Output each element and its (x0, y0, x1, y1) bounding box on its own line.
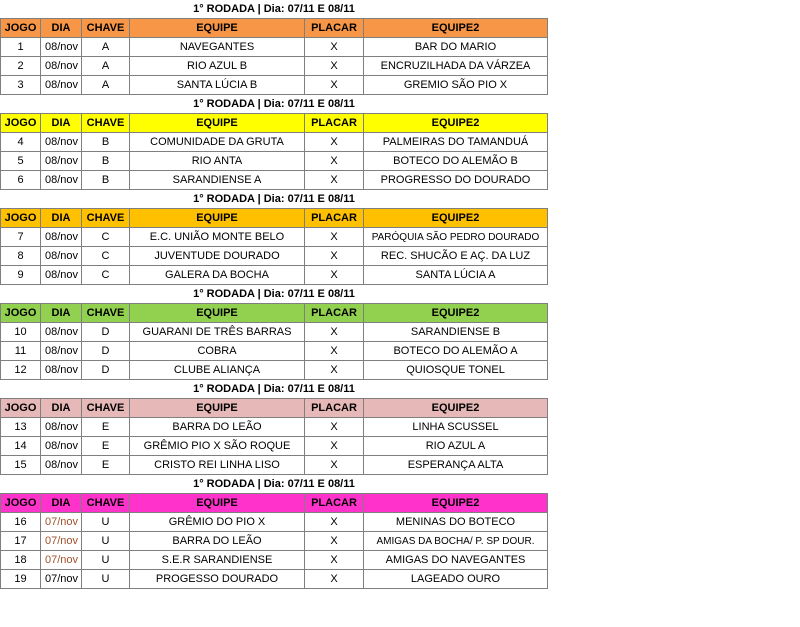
equipe2-cell[interactable]: RIO AZUL A (364, 437, 548, 456)
jogo-cell[interactable]: 1 (0, 38, 41, 57)
jogo-cell[interactable]: 19 (0, 570, 41, 589)
placar-cell[interactable]: X (305, 456, 364, 475)
placar-cell[interactable]: X (305, 437, 364, 456)
equipe-cell[interactable]: JUVENTUDE DOURADO (130, 247, 305, 266)
round-block (0, 95, 548, 190)
table-row (0, 551, 548, 570)
jogo-cell[interactable]: 4 (0, 133, 41, 152)
jogo-cell[interactable]: 16 (0, 513, 41, 532)
column-header[interactable]: DIA (41, 494, 82, 513)
header-row (0, 494, 548, 513)
round-block (0, 380, 548, 475)
chave-cell[interactable]: E (82, 418, 130, 437)
equipe-cell[interactable]: CLUBE ALIANÇA (130, 361, 305, 380)
dia-cell[interactable]: 08/nov (41, 76, 82, 95)
jogo-cell[interactable]: 7 (0, 228, 41, 247)
dia-cell[interactable]: 08/nov (41, 361, 82, 380)
placar-cell[interactable]: X (305, 152, 364, 171)
dia-cell[interactable]: 08/nov (41, 323, 82, 342)
dia-cell[interactable]: 08/nov (41, 418, 82, 437)
placar-cell[interactable]: X (305, 76, 364, 95)
header-row (0, 19, 548, 38)
column-header[interactable]: DIA (41, 209, 82, 228)
chave-cell[interactable]: D (82, 323, 130, 342)
column-header[interactable]: EQUIPE (130, 114, 305, 133)
placar-cell[interactable]: X (305, 418, 364, 437)
placar-cell[interactable]: X (305, 57, 364, 76)
chave-cell[interactable]: B (82, 152, 130, 171)
equipe2-cell[interactable]: BOTECO DO ALEMÃO B (364, 152, 548, 171)
jogo-cell[interactable]: 12 (0, 361, 41, 380)
chave-cell[interactable]: U (82, 513, 130, 532)
equipe2-cell[interactable]: SANTA LÚCIA A (364, 266, 548, 285)
round-block (0, 475, 548, 589)
chave-cell[interactable]: U (82, 551, 130, 570)
chave-cell[interactable]: B (82, 171, 130, 190)
column-header[interactable]: EQUIPE (130, 399, 305, 418)
column-header[interactable]: EQUIPE (130, 19, 305, 38)
table-row (0, 418, 548, 437)
jogo-cell[interactable]: 11 (0, 342, 41, 361)
jogo-cell[interactable]: 13 (0, 418, 41, 437)
column-header[interactable]: EQUIPE2 (364, 114, 548, 133)
table-row (0, 361, 548, 380)
jogo-cell[interactable]: 18 (0, 551, 41, 570)
placar-cell[interactable]: X (305, 133, 364, 152)
dia-cell[interactable]: 07/nov (41, 532, 82, 551)
block-title[interactable]: 1° RODADA | Dia: 07/11 E 08/11 (0, 95, 548, 114)
dia-cell[interactable]: 08/nov (41, 38, 82, 57)
header-row (0, 304, 548, 323)
block-title[interactable]: 1° RODADA | Dia: 07/11 E 08/11 (0, 475, 548, 494)
chave-cell[interactable]: C (82, 228, 130, 247)
equipe-cell[interactable]: NAVEGANTES (130, 38, 305, 57)
dia-cell[interactable]: 08/nov (41, 171, 82, 190)
column-header[interactable]: CHAVE (82, 494, 130, 513)
table-row (0, 266, 548, 285)
column-header[interactable]: PLACAR (305, 399, 364, 418)
column-header[interactable]: CHAVE (82, 304, 130, 323)
placar-cell[interactable]: X (305, 570, 364, 589)
equipe-cell[interactable]: GRÊMIO DO PIO X (130, 513, 305, 532)
equipe-cell[interactable]: E.C. UNIÃO MONTE BELO (130, 228, 305, 247)
jogo-cell[interactable]: 17 (0, 532, 41, 551)
jogo-cell[interactable]: 8 (0, 247, 41, 266)
table-row (0, 570, 548, 589)
chave-cell[interactable]: A (82, 76, 130, 95)
column-header[interactable]: EQUIPE2 (364, 399, 548, 418)
table-row (0, 57, 548, 76)
chave-cell[interactable]: A (82, 57, 130, 76)
dia-cell[interactable]: 08/nov (41, 266, 82, 285)
chave-cell[interactable]: B (82, 133, 130, 152)
table-row (0, 228, 548, 247)
equipe2-cell[interactable]: ENCRUZILHADA DA VÁRZEA (364, 57, 548, 76)
jogo-cell[interactable]: 14 (0, 437, 41, 456)
equipe-cell[interactable]: RIO AZUL B (130, 57, 305, 76)
jogo-cell[interactable]: 5 (0, 152, 41, 171)
column-header[interactable]: EQUIPE (130, 304, 305, 323)
equipe2-cell[interactable]: ESPERANÇA ALTA (364, 456, 548, 475)
dia-cell[interactable]: 08/nov (41, 152, 82, 171)
table-row (0, 152, 548, 171)
table-row (0, 437, 548, 456)
column-header[interactable]: EQUIPE (130, 209, 305, 228)
table-row (0, 532, 548, 551)
chave-cell[interactable]: U (82, 532, 130, 551)
equipe-cell[interactable]: SARANDIENSE A (130, 171, 305, 190)
table-row (0, 342, 548, 361)
column-header[interactable]: PLACAR (305, 114, 364, 133)
column-header[interactable]: JOGO (0, 209, 41, 228)
placar-cell[interactable]: X (305, 342, 364, 361)
equipe2-cell[interactable]: AMIGAS DO NAVEGANTES (364, 551, 548, 570)
round-block (0, 190, 548, 285)
block-title[interactable]: 1° RODADA | Dia: 07/11 E 08/11 (0, 190, 548, 209)
chave-cell[interactable]: D (82, 342, 130, 361)
column-header[interactable]: PLACAR (305, 304, 364, 323)
chave-cell[interactable]: C (82, 247, 130, 266)
round-block (0, 285, 548, 380)
column-header[interactable]: EQUIPE (130, 494, 305, 513)
chave-cell[interactable]: A (82, 38, 130, 57)
dia-cell[interactable]: 08/nov (41, 228, 82, 247)
equipe-cell[interactable]: CRISTO REI LINHA LISO (130, 456, 305, 475)
round-block (0, 0, 548, 95)
header-row (0, 114, 548, 133)
column-header[interactable]: EQUIPE2 (364, 494, 548, 513)
dia-cell[interactable]: 08/nov (41, 133, 82, 152)
dia-cell[interactable]: 08/nov (41, 437, 82, 456)
equipe2-cell[interactable]: PROGRESSO DO DOURADO (364, 171, 548, 190)
table-row (0, 133, 548, 152)
equipe2-cell[interactable]: AMIGAS DA BOCHA/ P. SP DOUR. (364, 532, 548, 551)
placar-cell[interactable]: X (305, 532, 364, 551)
equipe2-cell[interactable]: REC. SHUCÃO E AÇ. DA LUZ (364, 247, 548, 266)
table-row (0, 76, 548, 95)
chave-cell[interactable]: C (82, 266, 130, 285)
equipe-cell[interactable]: BARRA DO LEÃO (130, 418, 305, 437)
header-row (0, 209, 548, 228)
table-row (0, 513, 548, 532)
equipe2-cell[interactable]: PALMEIRAS DO TAMANDUÁ (364, 133, 548, 152)
column-header[interactable]: DIA (41, 19, 82, 38)
dia-cell[interactable]: 07/nov (41, 570, 82, 589)
column-header[interactable]: EQUIPE2 (364, 304, 548, 323)
equipe2-cell[interactable]: QUIOSQUE TONEL (364, 361, 548, 380)
block-title[interactable]: 1° RODADA | Dia: 07/11 E 08/11 (0, 0, 548, 19)
jogo-cell[interactable]: 6 (0, 171, 41, 190)
equipe-cell[interactable]: PROGESSO DOURADO (130, 570, 305, 589)
column-header[interactable]: JOGO (0, 399, 41, 418)
equipe-cell[interactable]: RIO ANTA (130, 152, 305, 171)
column-header[interactable]: CHAVE (82, 399, 130, 418)
column-header[interactable]: PLACAR (305, 209, 364, 228)
placar-cell[interactable]: X (305, 513, 364, 532)
placar-cell[interactable]: X (305, 551, 364, 570)
equipe2-cell[interactable]: PARÓQUIA SÃO PEDRO DOURADO (364, 228, 548, 247)
jogo-cell[interactable]: 15 (0, 456, 41, 475)
equipe2-cell[interactable]: LAGEADO OURO (364, 570, 548, 589)
placar-cell[interactable]: X (305, 38, 364, 57)
column-header[interactable]: PLACAR (305, 494, 364, 513)
equipe-cell[interactable]: COBRA (130, 342, 305, 361)
equipe-cell[interactable]: COMUNIDADE DA GRUTA (130, 133, 305, 152)
jogo-cell[interactable]: 9 (0, 266, 41, 285)
placar-cell[interactable]: X (305, 361, 364, 380)
table-row (0, 456, 548, 475)
dia-cell[interactable]: 07/nov (41, 513, 82, 532)
column-header[interactable]: CHAVE (82, 19, 130, 38)
column-header[interactable]: JOGO (0, 114, 41, 133)
chave-cell[interactable]: E (82, 456, 130, 475)
chave-cell[interactable]: E (82, 437, 130, 456)
column-header[interactable]: CHAVE (82, 114, 130, 133)
placar-cell[interactable]: X (305, 171, 364, 190)
header-row (0, 399, 548, 418)
placar-cell[interactable]: X (305, 247, 364, 266)
equipe-cell[interactable]: GRÊMIO PIO X SÃO ROQUE (130, 437, 305, 456)
column-header[interactable]: CHAVE (82, 209, 130, 228)
equipe-cell[interactable]: SANTA LÚCIA B (130, 76, 305, 95)
dia-cell[interactable]: 08/nov (41, 247, 82, 266)
chave-cell[interactable]: U (82, 570, 130, 589)
column-header[interactable]: EQUIPE2 (364, 209, 548, 228)
column-header[interactable]: EQUIPE2 (364, 19, 548, 38)
placar-cell[interactable]: X (305, 228, 364, 247)
jogo-cell[interactable]: 3 (0, 76, 41, 95)
equipe2-cell[interactable]: SARANDIENSE B (364, 323, 548, 342)
placar-cell[interactable]: X (305, 323, 364, 342)
dia-cell[interactable]: 07/nov (41, 551, 82, 570)
column-header[interactable]: JOGO (0, 19, 41, 38)
table-row (0, 323, 548, 342)
block-title[interactable]: 1° RODADA | Dia: 07/11 E 08/11 (0, 380, 548, 399)
table-row (0, 247, 548, 266)
equipe2-cell[interactable]: LINHA SCUSSEL (364, 418, 548, 437)
equipe-cell[interactable]: GUARANI DE TRÊS BARRAS (130, 323, 305, 342)
equipe2-cell[interactable]: MENINAS DO BOTECO (364, 513, 548, 532)
equipe-cell[interactable]: BARRA DO LEÃO (130, 532, 305, 551)
equipe2-cell[interactable]: BOTECO DO ALEMÃO A (364, 342, 548, 361)
table-row (0, 38, 548, 57)
equipe2-cell[interactable]: BAR DO MARIO (364, 38, 548, 57)
jogo-cell[interactable]: 10 (0, 323, 41, 342)
dia-cell[interactable]: 08/nov (41, 456, 82, 475)
chave-cell[interactable]: D (82, 361, 130, 380)
jogo-cell[interactable]: 2 (0, 57, 41, 76)
placar-cell[interactable]: X (305, 266, 364, 285)
column-header[interactable]: DIA (41, 304, 82, 323)
dia-cell[interactable]: 08/nov (41, 342, 82, 361)
dia-cell[interactable]: 08/nov (41, 57, 82, 76)
column-header[interactable]: PLACAR (305, 19, 364, 38)
equipe-cell[interactable]: GALERA DA BOCHA (130, 266, 305, 285)
column-header[interactable]: JOGO (0, 494, 41, 513)
column-header[interactable]: DIA (41, 114, 82, 133)
column-header[interactable]: JOGO (0, 304, 41, 323)
column-header[interactable]: DIA (41, 399, 82, 418)
table-row (0, 171, 548, 190)
equipe-cell[interactable]: S.E.R SARANDIENSE (130, 551, 305, 570)
equipe2-cell[interactable]: GREMIO SÃO PIO X (364, 76, 548, 95)
block-title[interactable]: 1° RODADA | Dia: 07/11 E 08/11 (0, 285, 548, 304)
